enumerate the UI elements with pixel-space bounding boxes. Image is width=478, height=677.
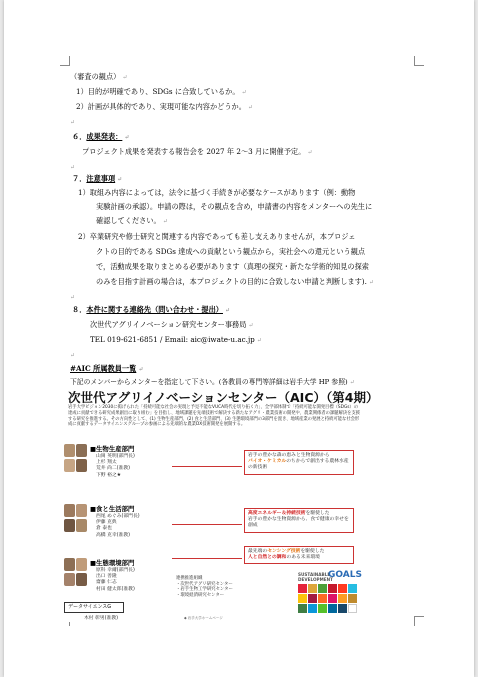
dept-title-2: ■食と生活部門: [90, 505, 135, 513]
callout-3: [244, 546, 354, 564]
member-photo: [64, 444, 75, 457]
member-name: 齋藤 仁志: [96, 580, 117, 586]
connector-line: [172, 466, 242, 467]
sdg-icon: [298, 594, 307, 603]
figure-footer: ◆ 岩手大学ホームページ: [184, 616, 223, 620]
member-name: 西尾 めぐみ(部門長): [96, 514, 140, 519]
sdgs-icon-grid: [298, 584, 357, 613]
section7-item2-line3: で，活動成果を取りまとめる必要があります（真理の探究・新たな学術的知見の探索: [96, 262, 369, 271]
lab-line: 連携推進組織: [176, 576, 203, 581]
review-item-1: 1）目的が明確であり、SDGs に合致しているか。 ↵: [76, 87, 247, 96]
section7-item2-line1: 2）卒業研究や修士研究と関連する内容であっても差し支えありませんが，本プロジェ: [78, 232, 356, 241]
blank-line: ↵: [70, 294, 76, 301]
connector-line: [172, 524, 242, 525]
member-photo: [76, 459, 87, 472]
callout-1-text2: のちからで創出する農林水産の新技術: [248, 459, 349, 471]
sdg-icon: [338, 604, 347, 613]
member-photo: [76, 444, 87, 457]
section8-org: 次世代アグリイノベーション研究センター事務局 ↵: [90, 320, 254, 329]
sdg-icon: [338, 584, 347, 593]
section7-item2-line4: のみを目指す計画の場合は，本プロジェクトの目的に合致しない申請と判断します). ↵: [96, 277, 374, 286]
aic-figure: [60, 386, 379, 622]
section6-body: プロジェクト成果を発表する報告会を 2027 年 2～3 月に開催予定。 ↵: [82, 147, 313, 156]
callout-2-text2: 岩手の豊かな生物資源から、食で健康の幸せを創成: [248, 517, 349, 529]
sdg-icon: [348, 584, 357, 593]
callout-2: [244, 508, 354, 533]
member-photo: [64, 459, 75, 472]
sdg-icon: [308, 594, 317, 603]
dept-members-3: [96, 568, 135, 593]
aic-list-title: #AIC 所属教員一覧 ↵: [70, 364, 144, 373]
sdg-icon: [318, 594, 327, 603]
callout-1: [244, 450, 354, 475]
lab-line: ・環境経済研究センター: [176, 592, 225, 598]
data-science-box: データサイエンスG: [64, 602, 124, 613]
aic-figure-title: 次世代アグリイノベーションセンター（AIC）（第4期）: [68, 390, 379, 405]
member-name: 伊藤 克典: [96, 520, 117, 526]
sdg-icon: [348, 604, 357, 613]
document-page: [4, 0, 474, 677]
sdgs-label-line: SUSTAINABLE: [298, 572, 331, 577]
section6-heading: ６．成果発表： ↵: [72, 132, 130, 141]
blank-line: ↵: [70, 352, 76, 359]
member-photo: [64, 573, 75, 586]
member-photo: [64, 558, 75, 571]
connector-line: [172, 558, 242, 559]
sdg-icon: [318, 604, 327, 613]
member-photo: [64, 519, 75, 532]
member-name: 上杉 翔太: [96, 460, 117, 466]
callout-3-highlight: センシング技術: [267, 549, 301, 554]
blank-line: ↵: [70, 164, 76, 171]
review-header: （審査の観点） ↵: [70, 72, 128, 81]
member-photo: [76, 558, 87, 571]
sdg-icon: [318, 584, 327, 593]
callout-3-text: 最先端の: [248, 549, 268, 554]
lab-line: ・岩手生物工学研究センター: [176, 587, 233, 593]
lab-line: ・次世代アグリ研究センター: [176, 581, 233, 587]
blank-line: ↵: [70, 119, 76, 126]
section8-heading: ８．本件に関する連絡先（問い合わせ・提出） ↵: [72, 305, 230, 314]
callout-3-highlight2: 人と自然との調和: [248, 555, 287, 561]
callout-1-highlight: バイオ・ケミカル: [248, 459, 287, 465]
member-photo: [76, 519, 87, 532]
sdgs-label-line: DEVELOPMENT: [298, 577, 333, 582]
dept-title-1: ■生物生産部門: [90, 445, 135, 453]
collaboration-orgs: [176, 576, 233, 598]
sdg-icon: [328, 584, 337, 593]
member-photo: [76, 573, 87, 586]
section7-item1-line1: 1）取組み内容によっては，法令に基づく手続きが必要なケースがあります（例：動物: [78, 188, 356, 197]
sdg-icon: [308, 584, 317, 593]
callout-3-text3: のある未来環境: [286, 555, 320, 561]
sdgs-goals-word: GOALS: [328, 570, 362, 580]
section8-contact: TEL 019-621-6851 / Email: aic@iwate-u.ac.jp ↵: [90, 335, 262, 344]
member-name: 倉 泰也: [96, 526, 112, 532]
member-name: 高橋 克幸(准教): [96, 532, 131, 538]
member-name: 原科 幸爾(部門長): [96, 568, 135, 573]
section7-item2-line2: クトの目的である SDGs 達成への貢献という観点から，実社会への還元という観点: [96, 247, 366, 256]
aic-list-intro: 下記のメンバーからメンターを指定して下さい。(各教員の専門等詳細は岩手大学 HP 参照) ↵: [70, 378, 355, 386]
sdg-icon: [348, 594, 357, 603]
sdg-icon: [328, 594, 337, 603]
sdg-icon: [328, 604, 337, 613]
dept-members-2: [96, 514, 140, 539]
member-name: 村田 健太郎(准教): [96, 586, 135, 592]
dept-members-1: [96, 454, 135, 479]
review-item-2: 2）計画が具体的であり、実現可能な内容かどうか。 ↵: [76, 102, 253, 111]
section7-heading: ７．注意事項 ↵: [72, 174, 123, 183]
callout-3-text2: を駆使した: [300, 549, 325, 554]
data-science-member: 木村 彰男(准教): [84, 616, 119, 621]
crop-mark-bottom-right: [414, 616, 424, 626]
member-name: 出口 善隆: [96, 574, 117, 580]
sdg-icon: [338, 594, 347, 603]
crop-mark-top-right: [414, 56, 424, 66]
section7-item1-line3: 確認してください。 ↵: [96, 216, 168, 225]
section7-item1-line2: 実験計画の承認）。申請の際は，その観点を含め，申請書の内容をメンターへの先生に: [96, 202, 373, 211]
sdg-icon: [298, 584, 307, 593]
sdg-icon: [298, 604, 307, 613]
member-name: 荒井 尚二(准教): [96, 466, 131, 472]
member-photo: [64, 504, 75, 517]
callout-1-text: 岩手の豊かな森の恵みと生物資源から: [248, 453, 330, 458]
sdg-icon: [308, 604, 317, 613]
callout-2-text: を駆使した: [305, 511, 330, 516]
member-name: 下野 裕之★: [96, 472, 122, 478]
member-photo: [76, 504, 87, 517]
dept-title-3: ■生態環境部門: [90, 559, 135, 567]
crop-mark-top-left: [60, 56, 70, 66]
member-name: 山岡 英明(部門長): [96, 454, 135, 459]
callout-2-highlight: 高度エネルギー＆持続技術: [248, 511, 306, 516]
aic-figure-intro: 岩手大学ビジョン2030に掲げられた「持続可能な社会の実現と予見不能なVUCA時代を切り拓く力」、全学部体制で「持続可能な開発目標（SDGs）の達成に貢献できる研究成果創出に取り組む」を目指し、地域課題を先端技術で解決する新たなアグリ・農業技術の開発や、農業関係者の課題解決を支援する研究を推進する。その方向性として、(1) 生物生産部門、(2) 食と生活部門、(3) 生態環境部門の3部門を置き、地域産業の発展と持続可能な社会形成に貢献するデータサイエンスグループの参画による先端的な農業DX技術開発を展開する。: [68, 405, 360, 428]
